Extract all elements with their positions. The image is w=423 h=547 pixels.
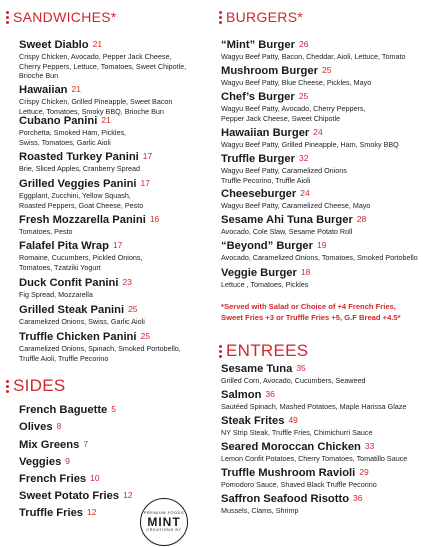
menu-item [221, 388, 406, 412]
item-name: Mushroom Burger [221, 65, 318, 77]
header-dots [219, 345, 222, 358]
item-price: 9 [65, 456, 71, 466]
item-price: 21 [71, 84, 81, 94]
item-name: “Beyond” Burger [221, 240, 313, 252]
item-description: Romaine, Cucumbers, Pickled Onions, Tomatoes, Tzatziki Yogurt [19, 253, 143, 272]
item-name: Duck Confit Panini [19, 277, 119, 289]
menu-item [19, 330, 181, 363]
item-name: Saffron Seafood Risotto [221, 493, 350, 505]
logo-top-text: PREMIUM FOODS [143, 511, 185, 515]
side-item [19, 438, 88, 452]
item-name: Steak Frites [221, 415, 285, 427]
menu-item [221, 213, 366, 237]
burger-sides-note: *Served with Salad or Choice of +4 French Fries, Sweet Fries +3 or Truffle Fries +5, G.F Bread +4.5* [221, 302, 401, 322]
item-description: Mussels, Clams, Shrimp [221, 506, 299, 515]
sides-header [6, 377, 66, 395]
menu-item [19, 38, 186, 81]
item-price: 18 [300, 267, 311, 277]
item-price: 25 [321, 65, 332, 75]
side-item [19, 455, 70, 469]
item-name: Truffle Mushroom Ravioli [221, 467, 356, 479]
menu-item [19, 276, 132, 300]
sides-title: SIDES [13, 376, 66, 395]
item-description: Crispy Chicken, Grilled Pineapple, Sweet Bacon Lettuce, Tomatoes, Smoky BBQ, Brioche Bun [19, 97, 173, 116]
burgers-title: BURGERS* [226, 9, 304, 25]
entrees-header [219, 342, 308, 360]
menu-item [221, 440, 407, 464]
item-price: 24 [313, 127, 323, 137]
menu-item [19, 303, 145, 327]
menu-item [19, 213, 159, 237]
menu-item [19, 239, 142, 272]
item-price: 12 [123, 490, 133, 500]
item-price: 26 [298, 39, 309, 49]
menu-item [221, 90, 366, 123]
item-name: French Fries [19, 473, 87, 485]
item-price: 12 [87, 507, 97, 517]
item-description: Sautéed Spinach, Mashed Potatoes, Maple Harissa Glaze [221, 402, 407, 411]
menu-item [19, 177, 150, 210]
item-name: Veggies [19, 456, 62, 468]
item-price: 29 [359, 467, 369, 477]
item-name: Fresh Mozzarella Panini [19, 214, 146, 226]
item-description: NY Strip Steak, Truffle Fries, Chimichurri Sauce [221, 428, 373, 437]
item-description: Pomodoro Sauce, Shaved Black Truffle Pecorino [221, 480, 377, 489]
item-price: 36 [353, 493, 363, 503]
item-name: Veggie Burger [221, 267, 297, 279]
menu-item [221, 414, 373, 438]
item-description: Grilled Corn, Avocado, Cucumbers, Seaweed [221, 376, 366, 385]
logo-bottom-text: CREATIONS BY [146, 528, 182, 532]
item-price: 19 [317, 240, 327, 250]
item-name: Falafel Pita Wrap [19, 240, 109, 252]
sandwiches-title: SANDWICHES* [13, 9, 117, 25]
item-name: Hawaiian [19, 84, 68, 96]
item-description: Avocado, Caramelized Onions, Tomatoes, Smoked Portobello [221, 253, 418, 262]
menu-item [221, 266, 310, 290]
menu-item [221, 38, 405, 62]
item-description: Tomatoes, Pesto [19, 227, 73, 236]
item-name: Grilled Veggies Panini [19, 178, 137, 190]
item-description: Crispy Chicken, Avocado, Pepper Jack Cheese, Cherry Peppers, Lettuce, Tomatoes, Sweet Chipotle, Brioche Bun [19, 52, 187, 81]
item-price: 24 [300, 188, 310, 198]
item-name: Sesame Tuna [221, 363, 293, 375]
item-name: Sesame Ahi Tuna Burger [221, 214, 353, 226]
menu-item [221, 152, 347, 185]
side-item [19, 489, 133, 503]
menu-item [19, 150, 152, 174]
item-name: Seared Moroccan Chicken [221, 441, 361, 453]
item-price: 35 [296, 363, 306, 373]
item-name: Roasted Turkey Panini [19, 151, 139, 163]
item-price: 5 [111, 404, 117, 414]
item-name: Grilled Steak Panini [19, 304, 125, 316]
item-price: 36 [265, 389, 275, 399]
item-name: Mix Greens [19, 439, 80, 451]
item-price: 16 [149, 214, 160, 224]
item-name: Sweet Diablo [19, 39, 89, 51]
item-price: 28 [356, 214, 367, 224]
item-name: Olives [19, 421, 53, 433]
item-description: Caramelized Onions, Spinach, Smoked Portobello, Truffle Aioli, Truffle Pecorino [19, 344, 181, 363]
item-price: 8 [56, 421, 62, 431]
item-description: Wagyu Beef Patty, Grilled Pineapple, Ham, Smoky BBQ [221, 140, 399, 149]
menu-item [19, 83, 172, 116]
item-description: Wagyu Beef Patty, Caramelized Cheese, Mayo [221, 201, 371, 210]
menu-item [221, 239, 418, 263]
item-description: Eggplant, Zucchini, Yellow Squash, Roasted Peppers, Goat Cheese, Pesto [19, 191, 144, 210]
item-price: 25 [298, 91, 309, 101]
item-description: Avocado, Cole Slaw, Sesame Potato Roll [221, 227, 353, 236]
item-description: Porchetta, Smoked Ham, Pickles, Swiss, Tomatoes, Garlic Aioli [19, 128, 127, 147]
item-name: Hawaiian Burger [221, 127, 310, 139]
item-name: Cubano Panini [19, 115, 98, 127]
item-price: 49 [288, 415, 298, 425]
item-price: 21 [92, 39, 103, 49]
item-price: 17 [140, 178, 150, 188]
item-name: Truffle Chicken Panini [19, 331, 137, 343]
sandwiches-header [6, 10, 117, 24]
item-name: Salmon [221, 389, 262, 401]
header-dots [6, 11, 9, 24]
menu-item [221, 187, 370, 211]
item-description: Fig Spread, Mozzarella [19, 290, 93, 299]
item-description: Wagyu Beef Patty, Bacon, Cheddar, Aioli, Lettuce, Tomato [221, 52, 406, 61]
item-description: Brie, Sliced Apples, Cranberry Spread [19, 164, 141, 173]
menu-item [19, 114, 126, 147]
item-price: 7 [83, 439, 89, 449]
header-dots [6, 380, 9, 393]
item-price: 17 [112, 240, 123, 250]
item-price: 25 [140, 331, 150, 341]
item-description: Lemon Confit Potatoes, Cherry Tomatoes, Tomatillo Sauce [221, 454, 408, 463]
item-name: Sweet Potato Fries [19, 490, 120, 502]
item-description: Lettuce , Tomatoes, Pickles [221, 280, 309, 289]
item-description: Wagyu Beef Patty, Avocado, Cherry Peppers, Pepper Jack Cheese, Sweet Chipotle [221, 104, 366, 123]
item-price: 23 [122, 277, 132, 287]
item-name: “Mint” Burger [221, 39, 295, 51]
item-description: Caramelized Onions, Swiss, Garlic Aioli [19, 317, 145, 326]
menu-item [221, 492, 363, 516]
item-name: Chef’s Burger [221, 91, 295, 103]
item-name: French Baguette [19, 404, 108, 416]
item-price: 33 [364, 441, 375, 451]
item-description: Wagyu Beef Patty, Blue Cheese, Pickles, Mayo [221, 78, 372, 87]
side-item [19, 472, 100, 486]
side-item [19, 420, 61, 434]
item-price: 10 [90, 473, 100, 483]
item-description: Wagyu Beef Patty, Caramelized Onions Truffle Pecorino, Truffle Aioli [221, 166, 347, 185]
mint-logo [140, 498, 188, 546]
side-item [19, 403, 116, 417]
logo-name: MINT [147, 515, 181, 529]
header-dots [219, 11, 222, 24]
item-name: Truffle Fries [19, 507, 84, 519]
burgers-header [219, 10, 303, 24]
menu-item [221, 466, 377, 490]
item-name: Truffle Burger [221, 153, 295, 165]
item-price: 32 [298, 153, 309, 163]
side-item [19, 506, 97, 520]
item-price: 25 [128, 304, 138, 314]
menu-item [221, 126, 399, 150]
item-price: 21 [101, 115, 111, 125]
entrees-title: ENTREES [226, 341, 309, 360]
item-price: 17 [142, 151, 153, 161]
item-name: Cheeseburger [221, 188, 297, 200]
menu-item [221, 362, 366, 386]
menu-item [221, 64, 371, 88]
